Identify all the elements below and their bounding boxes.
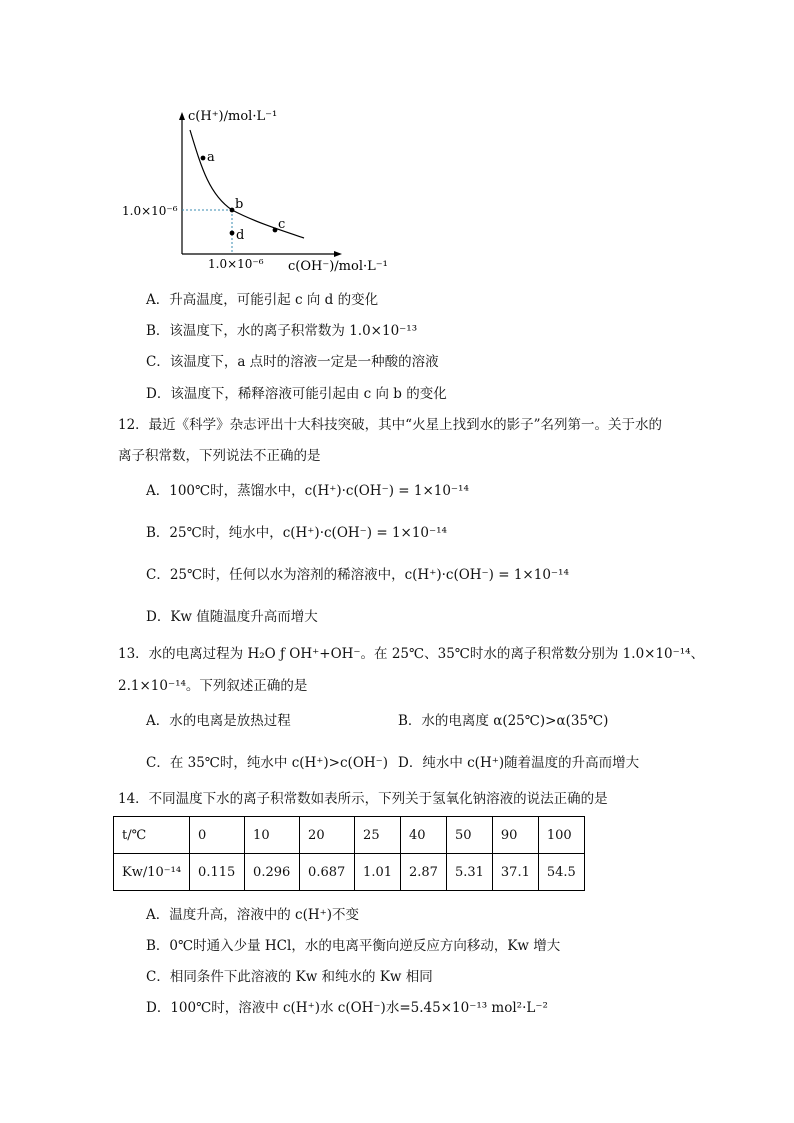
q14-option-d: D．100℃时，溶液中 c(H⁺)水 c(OH⁻)水=5.45×10⁻¹³ mol²·L⁻² <box>146 1000 548 1016</box>
q12-option-b: B．25℃时，纯水中，c(H⁺)·c(OH⁻) = 1×10⁻¹⁴ <box>146 525 447 541</box>
label-d: d <box>236 228 245 243</box>
q14-option-c: C．相同条件下此溶液的 Kw 和纯水的 Kw 相同 <box>146 969 433 985</box>
table-cell: 25 <box>355 817 401 854</box>
point-a <box>201 156 206 161</box>
y-axis-arrow <box>179 112 185 120</box>
table-cell: 0.296 <box>245 854 300 891</box>
x-axis-arrow <box>334 251 342 257</box>
table-cell: 0 <box>190 817 245 854</box>
q12-option-d: D．Kw 值随温度升高而增大 <box>146 609 318 625</box>
table-cell: 54.5 <box>538 854 584 891</box>
table-cell: 2.87 <box>401 854 447 891</box>
q13-stem-line2: 2.1×10⁻¹⁴。下列叙述正确的是 <box>118 678 308 694</box>
table-cell: 90 <box>492 817 538 854</box>
q13-option-a: A．水的电离是放热过程 <box>146 713 291 729</box>
table-cell: 40 <box>401 817 447 854</box>
label-b: b <box>235 197 244 212</box>
point-c <box>273 228 278 233</box>
q12-option-a: A．100℃时，蒸馏水中，c(H⁺)·c(OH⁻) = 1×10⁻¹⁴ <box>146 483 469 499</box>
q14-option-b: B．0℃时通入少量 HCl，水的电离平衡向逆反应方向移动，Kw 增大 <box>146 938 561 954</box>
q14-stem: 14．不同温度下水的离子积常数如表所示，下列关于氢氧化钠溶液的说法正确的是 <box>118 791 608 807</box>
q13-option-c: C．在 35℃时，纯水中 c(H⁺)>c(OH⁻) <box>146 755 389 771</box>
label-a: a <box>207 150 215 165</box>
table-cell: 0.115 <box>190 854 245 891</box>
q12-option-c: C．25℃时，任何以水为溶剂的稀溶液中，c(H⁺)·c(OH⁻) = 1×10⁻¹⁴ <box>146 567 569 583</box>
q11-option-c: C．该温度下，a 点时的溶液一定是一种酸的溶液 <box>146 354 439 370</box>
table-cell: 5.31 <box>446 854 492 891</box>
label-c: c <box>278 217 286 232</box>
table-cell: 20 <box>300 817 355 854</box>
q11-option-d: D．该温度下，稀释溶液可能引起由 c 向 b 的变化 <box>146 386 447 402</box>
table-cell: 50 <box>446 817 492 854</box>
kw-table <box>113 816 585 891</box>
table-row <box>114 854 585 891</box>
q13-option-b: B．水的电离度 α(25℃)>α(35℃) <box>398 713 609 729</box>
kw-curve <box>190 130 304 238</box>
q12-stem-line2: 离子积常数，下列说法不正确的是 <box>118 448 321 464</box>
q11-option-b: B．该温度下，水的离子积常数为 1.0×10⁻¹³ <box>146 323 418 339</box>
table-header-row <box>114 817 585 854</box>
q14-option-a: A．温度升高，溶液中的 c(H⁺)不变 <box>146 907 360 923</box>
table-cell: 100 <box>538 817 584 854</box>
table-cell: 10 <box>245 817 300 854</box>
x-tick-label: 1.0×10⁻⁶ <box>208 257 264 271</box>
y-axis-label: c(H⁺)/mol·L⁻¹ <box>188 109 278 124</box>
q13-stem-line1: 13．水的电离过程为 H₂O ƒ OH⁺+OH⁻。在 25℃、35℃时水的离子积常数分别为 1.0×10⁻¹⁴、 <box>118 646 705 662</box>
point-b <box>230 208 235 213</box>
kw-curve-graph <box>110 100 410 272</box>
y-tick-label: 1.0×10⁻⁶ <box>122 204 178 218</box>
table-cell: 1.01 <box>355 854 401 891</box>
table-cell: 0.687 <box>300 854 355 891</box>
table-cell: t/℃ <box>114 817 190 854</box>
point-d <box>230 231 235 236</box>
q12-stem-line1: 12．最近《科学》杂志评出十大科技突破，其中“火星上找到水的影子”名列第一。关于水的 <box>118 417 662 433</box>
table-cell: Kw/10⁻¹⁴ <box>114 854 190 891</box>
q13-option-d: D．纯水中 c(H⁺)随着温度的升高而增大 <box>398 755 640 771</box>
q11-option-a: A．升高温度，可能引起 c 向 d 的变化 <box>146 292 379 308</box>
x-axis-label: c(OH⁻)/mol·L⁻¹ <box>288 259 388 272</box>
table-cell: 37.1 <box>492 854 538 891</box>
